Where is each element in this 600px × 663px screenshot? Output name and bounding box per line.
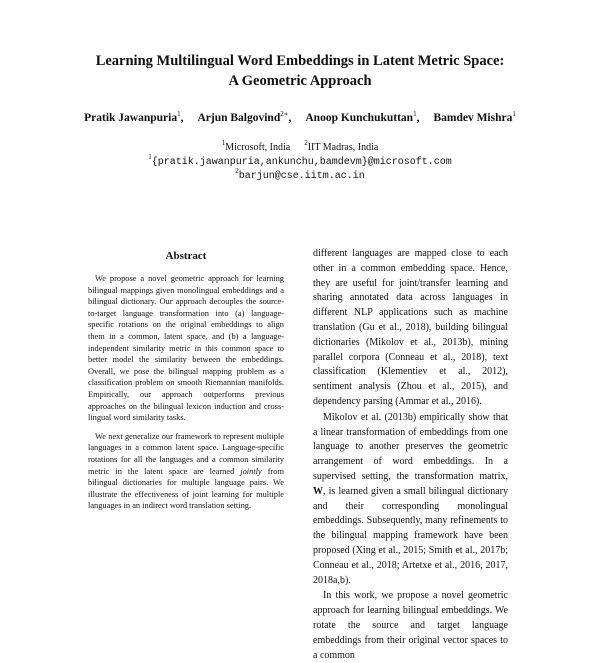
abstract-text: We next generalize our framework to represent multiple languages in a common latent space. Language-specific rotations for all the languages and a common similarity metric in the latent space are learned	[88, 431, 284, 476]
abstract-emphasis: jointly	[240, 466, 262, 476]
affiliation-mark: 1	[221, 139, 226, 147]
author-name: Bamdev Mishra	[433, 112, 513, 124]
abstract-paragraph-1: We propose a novel geometric approach for learning bilingual mappings given monolingual embeddings and a bilingual dictionary. Our approach decouples the source-to-target language transformation into (a) language-specific rotations on the original embeddings to align them in a common, latent space, and (b) a language-independent similarity metric in this common space to better model the similarity between the embeddings. Overall, we pose the bilingual mapping problem as a classification problem on smooth Riemannian manifolds. Empirically, our approach outperforms previous approaches on the bilingual lexicon induction and cross-lingual word similarity tasks.	[88, 274, 284, 423]
author-list: Pratik Jawanpuria$^1$, Arjun Balgovind$^{2∗}$, Anoop Kunchukuttan$^1$, Bamdev Mishra$^1$	[84, 110, 516, 124]
email-iitm[interactable]: barjun@cse.iitm.ac.in	[238, 171, 365, 182]
email-line	[0, 169, 600, 184]
affiliation-iit: IIT Madras, India	[307, 142, 379, 153]
matrix-symbol: W	[313, 485, 323, 497]
title-line-1: Learning Multilingual Word Embeddings in Latent Metric Space:	[95, 53, 505, 69]
affiliation-line	[0, 141, 600, 155]
affiliations	[0, 141, 600, 184]
abstract-body	[88, 273, 284, 512]
abstract-heading: Abstract	[165, 250, 207, 262]
email-mark: 2	[235, 167, 239, 175]
affiliation-mark: 2	[304, 139, 308, 147]
affiliation-microsoft: Microsoft, India	[225, 142, 291, 153]
right-column	[313, 247, 508, 663]
author-mark: 2∗	[280, 110, 289, 118]
author-mark: 1	[413, 110, 417, 118]
body-paragraph-2	[313, 411, 508, 589]
title-line-2: A Geometric Approach	[228, 73, 372, 89]
abstract-text: from bilingual dictionaries for multiple language pairs. We illustrate the effectiveness of joint learning for multiple languages in an indirect word translation setting.	[88, 466, 284, 511]
paper-title	[0, 51, 600, 91]
email-line	[0, 152, 600, 170]
body-text: , is learned given a small bilingual dictionary and their corresponding monolingual embeddings. Subsequently, many refinements to the bilingual mapping framework have been proposed (Xing et al., 2015; Smith et al., 2017b; Conneau et al., 2018; Artetxe et al., 2016, 2017, 2018a,b).	[313, 485, 508, 586]
email-mark: 1	[148, 152, 152, 161]
author-name: Pratik Jawanpuria	[84, 112, 178, 124]
email-microsoft[interactable]: {pratik.jawanpuria,ankunchu,bamdevm}@microsoft.com	[151, 156, 452, 168]
author-name: Arjun Balgovind	[197, 112, 281, 124]
author-name: Anoop Kunchukuttan	[305, 112, 414, 124]
author-mark: 1	[177, 110, 181, 118]
author-mark: 1	[512, 110, 516, 118]
abstract-paragraph-2	[88, 431, 284, 512]
body-paragraph-3: In this work, we propose a novel geometric approach for learning bilingual embeddings. We rotate the source and target language embeddings from their original vector spaces to a common	[313, 590, 508, 661]
body-paragraph-1: different languages are mapped close to each other in a common embedding space. Hence, they are useful for joint/transfer learning and sharing annotated data across languages in different NLP applications such as machine translation (Gu et al., 2018), building bilingual dictionaries (Mikolov et al., 2013b), mining parallel corpora (Conneau et al., 2018), text classification (Klementiev et al., 2012), sentiment analysis (Zhou et al., 2015), and dependency parsing (Ammar et al., 2016).	[313, 248, 508, 407]
body-text: Mikolov et al. (2013b) empirically show that a linear transformation of embeddings from one language to another preserves the geometric arrangement of word embeddings. In a supervised setting, the transformation matrix,	[313, 411, 508, 482]
